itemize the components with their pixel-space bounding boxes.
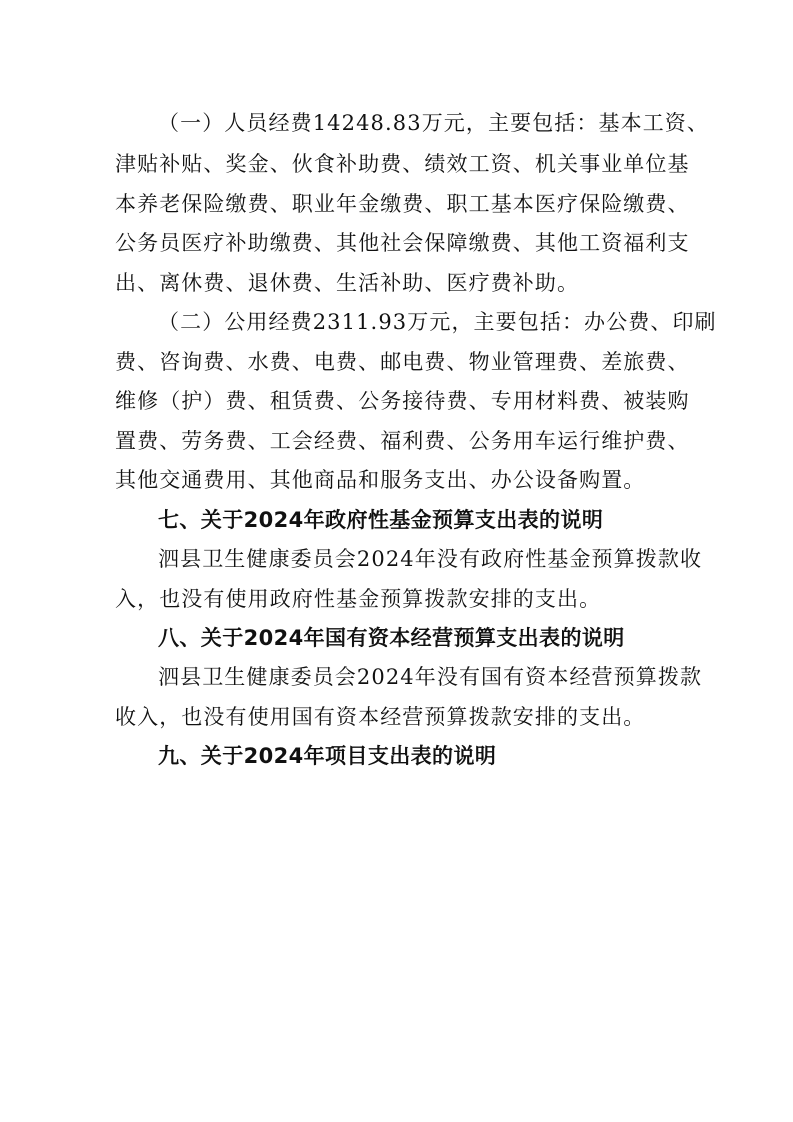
section-heading: 八、关于2024年国有资本经营预算支出表的说明 — [158, 626, 625, 650]
text-line: 置费、劳务费、工会经费、福利费、公务用车运行维护费、 — [115, 429, 690, 453]
section-heading: 七、关于2024年政府性基金预算支出表的说明 — [158, 508, 604, 532]
text-line: 其他交通费用、其他商品和服务支出、办公设备购置。 — [115, 468, 646, 492]
text-line: 泗县卫生健康委员会2024年没有国有资本经营预算拨款 — [158, 665, 703, 689]
text-line: 泗县卫生健康委员会2024年没有政府性基金预算拨款收 — [158, 547, 703, 571]
text-line: 维修（护）费、租赁费、公务接待费、专用材料费、被装购 — [115, 389, 690, 413]
text-line: （二）公用经费2311.93万元，主要包括：办公费、印刷 — [158, 310, 717, 334]
text-line: 收入，也没有使用国有资本经营预算拨款安排的支出。 — [115, 705, 646, 729]
text-line: 入，也没有使用政府性基金预算拨款安排的支出。 — [115, 587, 602, 611]
text-line: 公务员医疗补助缴费、其他社会保障缴费、其他工资福利支 — [115, 231, 690, 255]
text-line: 本养老保险缴费、职业年金缴费、职工基本医疗保险缴费、 — [115, 192, 690, 216]
text-line: 费、咨询费、水费、电费、邮电费、物业管理费、差旅费、 — [115, 350, 690, 374]
section-heading: 九、关于2024年项目支出表的说明 — [158, 744, 497, 768]
text-line: （一）人员经费14248.83万元，主要包括：基本工资、 — [158, 111, 709, 135]
text-line: 津贴补贴、奖金、伙食补助费、绩效工资、机关事业单位基 — [115, 152, 690, 176]
text-line: 出、离休费、退休费、生活补助、医疗费补助。 — [115, 271, 580, 295]
